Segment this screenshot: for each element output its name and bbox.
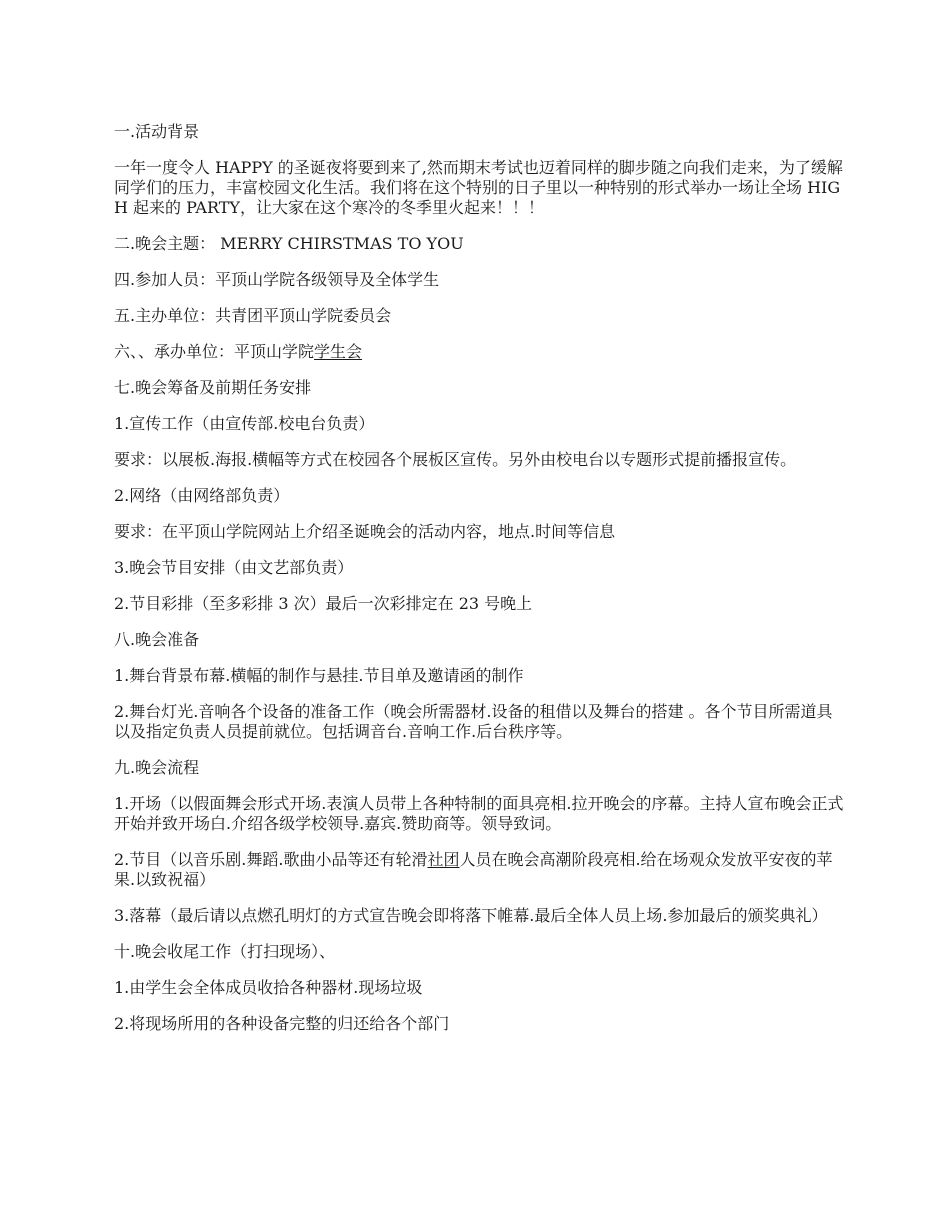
club-link[interactable]: 社团 [427,850,460,869]
network-requirement: 要求：在平顶山学院网站上介绍圣诞晚会的活动内容，地点.时间等信息 [114,522,616,541]
theme-line: 二.晚会主题： MERRY CHIRSTMAS TO YOU [114,234,464,253]
organizer-line [114,342,844,362]
section-heading-wrap-up: 十.晚会收尾工作（打扫现场）、 [114,942,336,961]
program-item [114,850,844,890]
program-item-suffix: 人员在晚会高潮阶段亮相.给在场观众发放平安夜的苹果.以致祝福） [114,850,833,889]
network-item: 2.网络（由网络部负责） [114,486,290,505]
program-arrangement-item: 3.晚会节目安排（由文艺部负责） [114,558,354,577]
host-unit-line: 五.主办单位：共青团平顶山学院委员会 [114,306,392,325]
publicity-item: 1.宣传工作（由宣传部.校电台负责） [114,414,375,433]
opening-item: 1.开场（以假面舞会形式开场.表演人员带上各种特制的面具亮相.拉开晚会的序幕。主持人宣布晚会正式开始并致开场白.介绍各级学校领导.嘉宾.赞助商等。领导致词。 [114,794,844,833]
organizer-line-prefix: 六、、承办单位：平顶山学院 [114,342,315,361]
section-heading-party-flow: 九.晚会流程 [114,758,200,777]
section-heading-party-preparation: 八.晚会准备 [114,630,200,649]
section-heading-background: 一.活动背景 [114,122,200,141]
cleanup-item: 1.由学生会全体成员收拾各种器材.现场垃圾 [114,978,423,997]
publicity-requirement: 要求：以展板.海报.横幅等方式在校园各个展板区宣传。另外由校电台以专题形式提前播报宣传。 [114,450,797,469]
stage-backdrop-item: 1.舞台背景布幕.横幅的制作与悬挂.节目单及邀请函的制作 [114,666,524,685]
participants-line: 四.参加人员：平顶山学院各级领导及全体学生 [114,270,440,289]
document-body [114,122,844,1050]
rehearsal-item: 2.节目彩排（至多彩排 3 次）最后一次彩排定在 23 号晚上 [114,594,533,613]
program-item-prefix: 2.节目（以音乐剧.舞蹈.歌曲小品等还有轮滑 [114,850,428,869]
return-equipment-item: 2.将现场所用的各种设备完整的归还给各个部门 [114,1014,450,1033]
stage-equipment-item: 2.舞台灯光.音响各个设备的准备工作（晚会所需器材.设备的租借以及舞台的搭建 。各个节目所需道具以及指定负责人员提前就位。包括调音台.音响工作.后台秩序等。 [114,702,833,741]
section-heading-preparation-tasks: 七.晚会筹备及前期任务安排 [114,378,312,397]
closing-item: 3.落幕（最后请以点燃孔明灯的方式宣告晚会即将落下帷幕.最后全体人员上场.参加最后的颁奖典礼） [114,906,828,925]
student-union-link[interactable]: 学生会 [314,342,363,361]
background-paragraph: 一年一度令人 HAPPY 的圣诞夜将要到来了,然而期末考试也迈着同样的脚步随之向我们走来，为了缓解同学们的压力，丰富校园文化生活。我们将在这个特别的日子里以一种特别的形式举办一场让全场 HIGH 起来的 PARTY，让大家在这个寒冷的冬季里火起来！！！ [114,158,843,217]
